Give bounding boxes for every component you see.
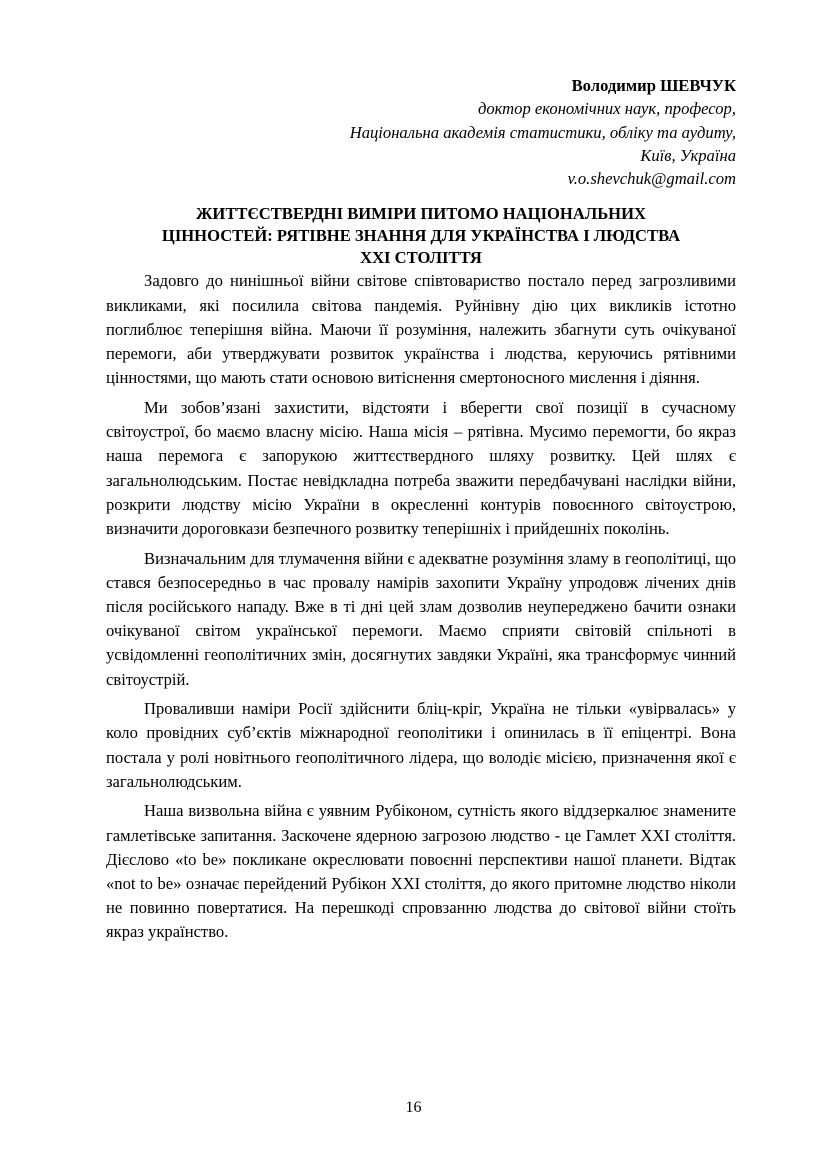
author-location: Київ, Україна	[640, 145, 736, 165]
article-title: ЖИТТЄСТВЕРДНІ ВИМІРИ ПИТОМО НАЦІОНАЛЬНИХ ЦІННОСТЕЙ: РЯТІВНЕ ЗНАННЯ ДЛЯ УКРАЇНСТВА І ЛЮДСТВА XXI СТОЛІТТЯ	[161, 204, 681, 268]
author-name: Володимир ШЕВЧУК	[571, 76, 736, 95]
paragraph-4: Проваливши наміри Росії здійснити бліц-кріг, Україна не тільки «увірвалась» у коло провідних суб’єктів міжнародної геополітики і опинилась в її епіцентрі. Вона постала у ролі новітнього геополітичного лідера, що володіє місією, призначення якої є загальнолюдським.	[106, 699, 736, 791]
paragraph-2: Ми зобов’язані захистити, відстояти і вберегти свої позиції в сучасному світоустрої, бо маємо власну місію. Наша місія – рятівна. Мусимо перемогти, бо якраз наша перемога є запорукою життєствердного шляху розвитку. Цей шлях є загальнолюдським. Постає невідкладна потреба зважити передбачувані наслідки війни, розкрити людству місію України в окресленні контурів повоєнного світоустрою, визначити дороговкази безпечного розвитку теперішніх і прийдешніх поколінь.	[106, 397, 736, 538]
paragraph-3: Визначальним для тлумачення війни є адекватне розуміння зламу в геополітиці, що стався безпосередньо в час провалу намірів захопити Україну упродовж лічених днів після російського нападу. Вже в ті дні цей злам дозволив неупереджено бачити ознаки очікуваної світом української перемоги. Маємо сприяти світовій спільноті в усвідомленні геополітичних змін, досягнутих завдяки Україні, яка трансформує чинний світоустрій.	[106, 548, 736, 689]
paragraph-5: Наша визвольна війна є уявним Рубіконом, сутність якого віддзеркалює знамените гамлетівське запитання. Заскочене ядерною загрозою людство - це Гамлет XXI століття. Дієслово «to be» покликане окреслювати повоєнні перспективи нашої планети. Відтак «not to be» означає перейдений Рубікон XXI століття, до якого притомне людство ніколи не повинно повертатися. На перешкоді спровзанню людства до світової війни стоїть якраз українство.	[106, 801, 736, 942]
author-block	[106, 74, 736, 190]
document-page	[106, 74, 736, 950]
page-number: 16	[405, 1099, 422, 1116]
author-institution: Національна академія статистики, обліку та аудиту,	[349, 122, 736, 142]
paragraph-1: Задовго до нинішньої війни світове співтовариство постало перед загрозливими викликами, які посилила світова пандемія. Руйнівну дію цих викликів істотно поглиблює теперішня війна. Маючи її розуміння, належить збагнути суть очікуваної перемоги, аби утверджувати розвиток українства і людства, керуючись рятівними цінностями, що мають стати основою витіснення смертоносного мислення і діяння.	[106, 271, 736, 388]
author-email: v.o.shevchuk@gmail.com	[567, 169, 736, 189]
article-body	[106, 269, 736, 944]
author-degree: доктор економічних наук, професор,	[477, 99, 736, 119]
